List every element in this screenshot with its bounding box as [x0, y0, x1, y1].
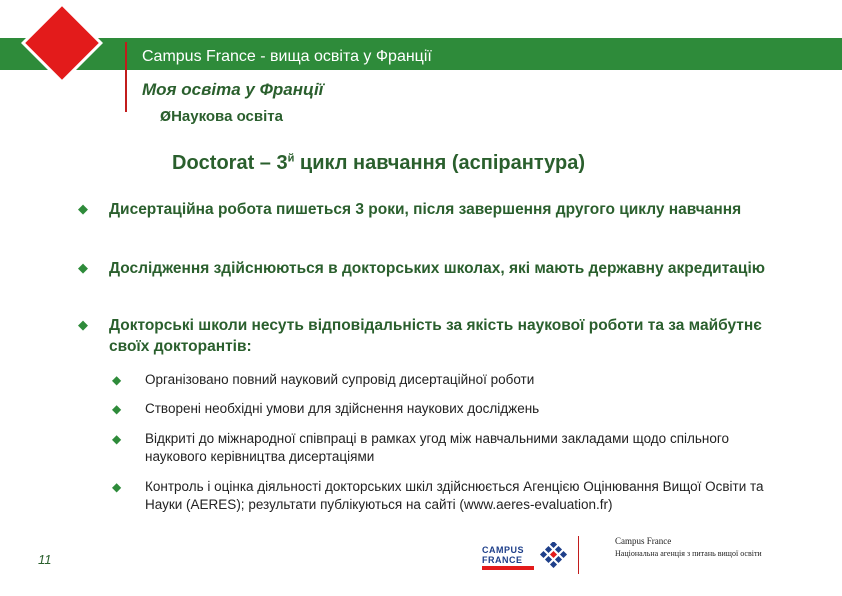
arrow-icon: Ø — [160, 110, 172, 125]
section-label — [160, 108, 283, 125]
diamond-bullet-icon: ◆ — [112, 432, 122, 446]
sub-bullet-text: Контроль і оцінка діяльності докторських шкіл здійснюється Агенцією Оцінювання Вищої Освіти та Науки (AERES); результати публікуються на сайті (www.aeres-evaluation.fr) — [145, 479, 764, 512]
sub-bullet-item — [112, 400, 792, 418]
sub-bullet-item — [112, 430, 792, 466]
header-subtitle: Моя освіта у Франції — [142, 80, 324, 99]
logo-text-campus: CAMPUS — [482, 545, 525, 555]
diamond-bullet-icon: ◆ — [112, 402, 122, 416]
agency-description: Національна агенція з питань вищої освіти — [615, 549, 762, 558]
bullet-item — [78, 258, 778, 279]
diamond-bullet-icon: ◆ — [78, 318, 88, 333]
logo-red-bar — [482, 566, 534, 570]
section-text: Наукова освіта — [171, 108, 283, 125]
sub-bullet-item — [112, 371, 792, 389]
agency-name: Campus France — [615, 536, 672, 546]
campus-france-logo — [482, 540, 572, 572]
title-sup: й — [287, 152, 295, 165]
header-divider — [125, 42, 127, 112]
bullet-text: Дисертаційна робота пишеться 3 роки, після завершення другого циклу навчання — [109, 201, 742, 218]
diamond-bullet-icon: ◆ — [112, 373, 122, 387]
diamond-bullet-icon: ◆ — [78, 261, 88, 276]
logo-text-france: FRANCE — [482, 555, 523, 565]
title-rest: цикл навчання (аспірантура) — [294, 152, 585, 174]
bullet-text: Дослідження здійснюються в докторських школах, які мають державну акредитацію — [109, 260, 765, 277]
bullet-text: Докторські школи несуть відповідальність за якість наукової роботи та за майбутнє своїх докторантів: — [109, 317, 762, 355]
title-main: Doctorat – 3 — [172, 152, 288, 174]
sub-bullet-text: Відкриті до міжнародної співпраці в рамках угод між навчальними закладами щодо спільного наукового керівництва дисертаціями — [145, 431, 730, 464]
page-number: 11 — [38, 552, 52, 567]
bullet-item — [78, 315, 778, 357]
page-title — [172, 152, 585, 175]
diamond-bullet-icon: ◆ — [78, 202, 88, 217]
sub-bullet-text: Організовано повний науковий супровід дисертаційної роботи — [145, 372, 535, 387]
logo-diamond-grid-icon — [538, 542, 570, 568]
sub-bullet-item — [112, 478, 792, 514]
sub-bullet-text: Створені необхідні умови для здійснення наукових досліджень — [145, 401, 540, 416]
bullet-item — [78, 199, 778, 220]
diamond-bullet-icon: ◆ — [112, 480, 122, 494]
header-title: Campus France - вища освіта у Франції — [142, 48, 432, 65]
footer-divider — [578, 536, 579, 574]
